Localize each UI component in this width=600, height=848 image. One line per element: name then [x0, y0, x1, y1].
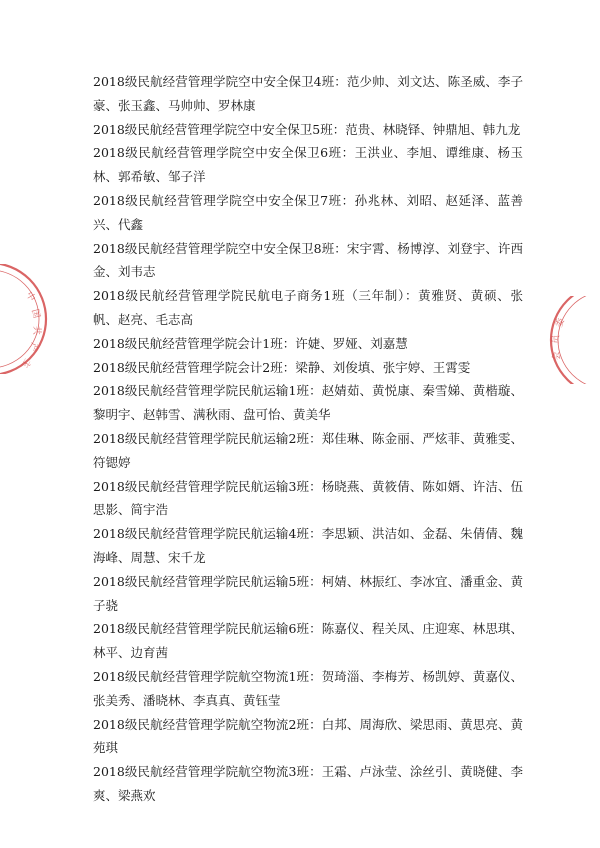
class-name: 2018级民航经营管理学院民航运输4班：	[93, 526, 322, 542]
class-entry	[93, 665, 523, 713]
class-name: 2018级民航经营管理学院航空物流1班：	[93, 668, 322, 684]
class-name: 2018级民航经营管理学院民航运输3班：	[93, 478, 322, 494]
class-entry	[93, 141, 523, 189]
class-entry	[93, 713, 523, 761]
student-names: 赵婧茹、黄悦康、秦雪娣、黄楷璇、黎明宇、赵韩雪、满秋雨、盘可怡、黄美华	[93, 383, 523, 423]
class-name: 2018级民航经营管理学院民航运输2班：	[93, 430, 322, 446]
seal-right-glyph-0: 委	[554, 317, 567, 330]
class-entry	[93, 379, 523, 427]
class-name: 2018级民航经营管理学院航空物流3班：	[93, 764, 322, 780]
class-entry	[93, 237, 523, 285]
seal-left-icon	[0, 264, 50, 374]
student-names: 范少帅、刘文达、陈圣威、李子豪、张玉鑫、马帅帅、罗林康	[93, 74, 523, 113]
class-entry	[93, 570, 523, 618]
student-names: 黄雅贤、黄硕、张帆、赵亮、毛志高	[93, 288, 523, 327]
student-names: 贺琦淄、李梅芳、杨凯婷、黄嘉仪、张美秀、潘晓林、李真真、黄钰莹	[93, 668, 523, 708]
class-entry	[93, 189, 523, 237]
class-name: 2018级民航经营管理学院空中安全保卫6班：	[93, 145, 355, 161]
class-entry	[93, 427, 523, 475]
class-entry	[93, 617, 523, 665]
student-names: 王洪业、李旭、谭维康、杨玉林、郭希敏、邹子洋	[93, 145, 523, 185]
class-name: 2018级民航经营管理学院空中安全保卫7班：	[93, 192, 355, 208]
seal-right-glyph-1: 员	[551, 334, 562, 345]
seal-left-glyph-0: 中	[23, 290, 37, 304]
student-names: 范贵、林晓铎、钟鼎旭、韩九龙	[345, 121, 521, 137]
student-names: 许婕、罗娅、刘嘉慧	[295, 335, 408, 351]
student-names: 梁静、刘俊填、张宇婷、王霄雯	[295, 359, 471, 375]
seal-left-glyph-2: 共	[31, 326, 41, 336]
class-name: 2018级民航经营管理学院民航电子商务1班（三年制）：	[93, 288, 419, 304]
student-names: 孙兆林、刘昭、赵延泽、蓝善兴、代鑫	[93, 192, 523, 232]
class-entry	[93, 118, 523, 142]
seal-right-icon	[545, 296, 600, 384]
class-entry	[93, 522, 523, 570]
student-names: 白邦、周海欣、梁思雨、黄思亮、黄苑琪	[93, 716, 523, 756]
class-entry	[93, 284, 523, 332]
student-names: 柯婧、林振红、李冰宜、潘重金、黄子骁	[93, 573, 523, 613]
class-entry	[93, 760, 523, 808]
class-name: 2018级民航经营管理学院空中安全保卫4班：	[93, 74, 347, 89]
student-names: 宋宇霄、杨博淳、刘登宇、许西金、刘韦志	[93, 240, 523, 280]
student-names: 李思颖、洪洁如、金磊、朱倩倩、魏海峰、周慧、宋千龙	[93, 526, 523, 565]
seal-left-glyph-3: 产	[26, 341, 39, 353]
class-name: 2018级民航经营管理学院航空物流2班：	[93, 716, 322, 732]
class-entry	[93, 475, 523, 523]
class-name: 2018级民航经营管理学院民航运输1班：	[93, 383, 322, 399]
student-names: 杨晓燕、黄筱倩、陈如婿、许洁、伍思影、简宇浩	[93, 478, 523, 518]
class-entry	[93, 356, 523, 380]
class-name: 2018级民航经营管理学院空中安全保卫5班：	[93, 121, 346, 137]
award-list	[93, 70, 523, 808]
class-name: 2018级民航经营管理学院民航运输5班：	[93, 573, 322, 589]
student-names: 王霜、卢泳莹、涂丝引、黄晓健、李爽、梁燕欢	[93, 764, 523, 803]
class-entry	[93, 70, 523, 118]
class-entry	[93, 332, 523, 356]
seal-left-glyph-4: 主	[18, 356, 33, 370]
student-names: 郑佳琳、陈金丽、严炫菲、黄雅雯、符锶婷	[93, 430, 523, 470]
seal-right-glyph-2: 会	[551, 350, 563, 362]
class-name: 2018级民航经营管理学院会计1班：	[93, 335, 296, 351]
class-name: 2018级民航经营管理学院空中安全保卫8班：	[93, 240, 347, 256]
student-names: 陈嘉仪、程关凤、庄迎寒、林思琪、林平、边育茜	[93, 621, 523, 661]
class-name: 2018级民航经营管理学院民航运输6班：	[93, 621, 322, 637]
class-name: 2018级民航经营管理学院会计2班：	[93, 359, 296, 375]
seal-left-glyph-1: 国	[29, 308, 42, 320]
